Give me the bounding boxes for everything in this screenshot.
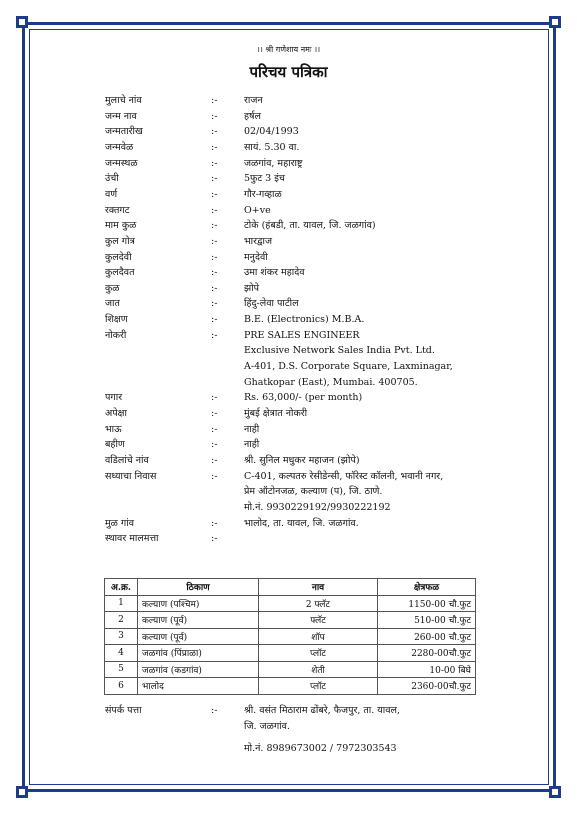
border-corner — [549, 786, 561, 798]
field-value: प्रेम ऑटोनजळ, कल्याण (प), जि. ठाणे. — [244, 486, 383, 498]
field-separator: :- — [211, 188, 218, 200]
table-cell: प्लॉट — [259, 678, 378, 695]
table-cell: 2360-00चौ.फुट — [378, 678, 476, 695]
field-value: सायं. 5.30 वा. — [244, 141, 300, 153]
field-separator: :- — [211, 251, 218, 263]
table-header: नाव — [259, 579, 378, 596]
table-cell: भालोद — [138, 678, 259, 695]
field-value: मो.नं. 9930229192/9930222192 — [244, 501, 391, 513]
field-separator: :- — [211, 141, 218, 153]
field-separator: :- — [211, 705, 218, 716]
field-value: गौर-गव्हाळ — [244, 188, 282, 200]
field-separator: :- — [211, 220, 218, 232]
field-label: कुलदैवत — [105, 267, 135, 279]
field-label: अपेक्षा — [105, 408, 127, 419]
table-header-row — [105, 579, 476, 596]
table-header: अ.क्र. — [105, 579, 138, 596]
field-value: उमा शंकर महादेव — [244, 267, 305, 279]
border-corner — [549, 16, 561, 28]
field-separator: :- — [211, 157, 218, 169]
border-corner — [16, 16, 28, 28]
field-value: हर्षल — [244, 110, 261, 122]
field-label: स्थावर मालमत्ता — [105, 533, 159, 545]
table-cell: 3 — [105, 628, 138, 645]
field-value: O+ve — [244, 204, 271, 216]
table-cell: जळगांव (पिंप्राळा) — [138, 645, 259, 662]
table-cell: कल्याण (पूर्व) — [138, 628, 259, 645]
field-label: उंची — [105, 173, 119, 185]
field-label: जन्मस्थळ — [105, 157, 138, 169]
field-separator: :- — [211, 204, 218, 216]
field-label: बहीण — [105, 439, 125, 451]
table-cell: 2280-00चौ.फुट — [378, 645, 476, 662]
table-row — [105, 645, 476, 662]
field-separator: :- — [211, 267, 218, 279]
field-separator: :- — [211, 392, 218, 404]
field-separator: :- — [211, 235, 218, 247]
field-label: जन्म नाव — [105, 110, 137, 122]
field-value: C-401, कल्पतरु रेसीडेन्सी, फॉरेस्ट कॉलनी, भवानी नगर, — [244, 470, 444, 482]
table-cell: 1150-00 चौ.फुट — [378, 595, 476, 612]
field-value: श्री. सुनिल मधुकर महाजन (झोपे) — [244, 454, 360, 466]
field-separator: :- — [211, 329, 218, 341]
field-label: जन्मवेळ — [105, 141, 134, 153]
field-label: भाऊ — [105, 423, 122, 435]
field-label: मुलाचे नांव — [105, 95, 142, 106]
field-label: मुळ गांव — [105, 517, 135, 529]
table-cell: फ्लॅट — [259, 612, 378, 629]
page-title: परिचय पत्रिका — [249, 63, 328, 81]
table-row — [105, 612, 476, 629]
field-value: A-401, D.S. Corporate Square, Laxminagar, — [244, 361, 453, 373]
table-header: ठिकाण — [138, 579, 259, 596]
field-label: नोकरी — [105, 329, 127, 341]
table-cell: 2 फ्लॅट — [259, 595, 378, 612]
contact-line: मो.नं. 8989673002 / 7972303543 — [244, 743, 397, 754]
field-value: जळगांव, महाराष्ट्र — [244, 157, 303, 169]
field-separator: :- — [211, 314, 218, 326]
invocation-line: ।। श्री गणेशाय नमः ।। — [256, 45, 321, 54]
field-value: टोके (हंबडी, ता. यावल, जि. जळगांव) — [244, 220, 376, 232]
field-value: मनुदेवी — [244, 251, 268, 263]
table-cell: 510-00 चौ.फुट — [378, 612, 476, 629]
field-separator: :- — [211, 517, 218, 529]
field-separator: :- — [211, 533, 218, 545]
field-label: माम कुळ — [105, 220, 137, 232]
field-separator: :- — [211, 298, 218, 310]
field-separator: :- — [211, 282, 218, 294]
field-value: हिंदु-लेवा पाटील — [244, 298, 299, 310]
field-value: भारद्वाज — [244, 235, 272, 247]
field-label: कुलदेवी — [105, 251, 132, 263]
table-cell: 5 — [105, 661, 138, 678]
field-label: कुळ — [105, 282, 120, 294]
table-cell: 4 — [105, 645, 138, 662]
table-row — [105, 628, 476, 645]
field-separator: :- — [211, 408, 218, 419]
table-cell: 260-00 चौ.फुट — [378, 628, 476, 645]
field-separator: :- — [211, 439, 218, 451]
field-label: सध्याचा निवास — [105, 470, 157, 482]
field-value: मुंबई क्षेत्रात नोकरी — [244, 408, 308, 419]
table-row — [105, 678, 476, 695]
field-value: नाही — [244, 423, 260, 435]
table-cell: शॉप — [259, 628, 378, 645]
contact-line: श्री. वसंत मिठाराम ढोंबरे, फैजपुर, ता. यावल, — [244, 705, 401, 716]
field-label: पगार — [105, 392, 123, 404]
field-separator: :- — [211, 423, 218, 435]
field-value: 5फुट 3 इंच — [244, 173, 285, 185]
field-label: शिक्षण — [105, 314, 128, 326]
field-separator: :- — [211, 454, 218, 466]
table-header: क्षेत्रफळ — [378, 579, 476, 596]
field-label: वर्ण — [105, 188, 118, 200]
table-cell: कल्याण (पूर्व) — [138, 612, 259, 629]
field-value: झोपे — [244, 282, 260, 294]
field-separator: :- — [211, 126, 218, 138]
table-cell: 6 — [105, 678, 138, 695]
field-value: Ghatkopar (East), Mumbai. 400705. — [244, 376, 418, 388]
table-row — [105, 595, 476, 612]
field-separator: :- — [211, 95, 218, 106]
field-value: PRE SALES ENGINEER — [244, 329, 360, 341]
field-label: वडिलांचे नांव — [105, 454, 149, 466]
field-value: B.E. (Electronics) M.B.A. — [244, 314, 365, 326]
field-label: जात — [105, 298, 120, 310]
field-label: जन्मतारीख — [105, 126, 143, 138]
field-separator: :- — [211, 470, 218, 482]
table-cell: 2 — [105, 612, 138, 629]
field-value: भालोद, ता. यावल, जि. जळगांव. — [244, 517, 359, 529]
table-cell: प्लॉट — [259, 645, 378, 662]
table-cell: शेती — [259, 661, 378, 678]
table-cell: कल्याण (पश्चिम) — [138, 595, 259, 612]
table-cell: 1 — [105, 595, 138, 612]
field-separator: :- — [211, 173, 218, 185]
field-value: 02/04/1993 — [244, 126, 299, 138]
field-value: राजन — [244, 95, 263, 106]
table-cell: जळगांव (कडगांव) — [138, 661, 259, 678]
field-value: Exclusive Network Sales India Pvt. Ltd. — [244, 345, 435, 357]
contact-label: संपर्क पत्ता — [105, 705, 142, 716]
field-value: नाही — [244, 439, 260, 451]
table-row — [105, 661, 476, 678]
field-value: Rs. 63,000/- (per month) — [244, 392, 363, 404]
field-separator: :- — [211, 110, 218, 122]
contact-line: जि. जळगांव. — [244, 721, 290, 732]
field-label: रक्तगट — [105, 204, 130, 216]
property-table — [104, 578, 476, 695]
table-cell: 10-00 बिघे — [378, 661, 476, 678]
field-label: कुल गोत्र — [105, 235, 135, 247]
border-corner — [16, 786, 28, 798]
